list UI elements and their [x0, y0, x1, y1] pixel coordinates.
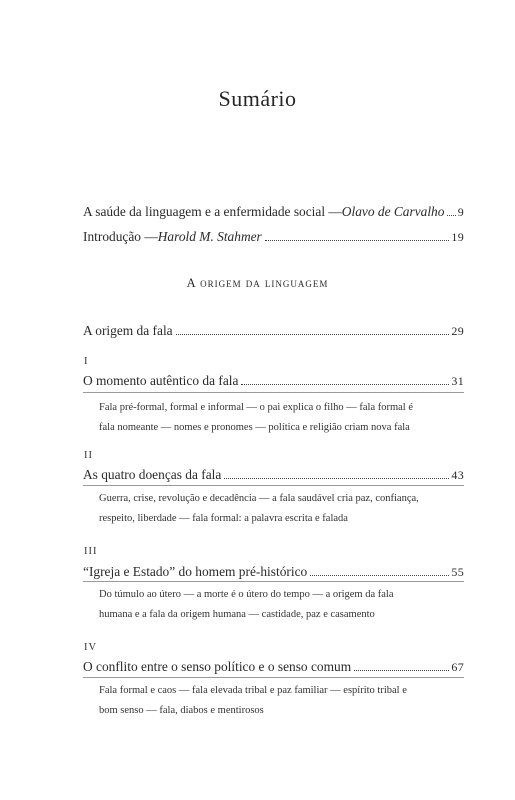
chapter-rule — [83, 392, 464, 393]
chapter-summary — [99, 398, 459, 438]
summary-line: fala nomeante — nomes e pronomes — política e religião criam nova fala — [99, 422, 410, 433]
entry-author: Olavo de Carvalho — [341, 204, 445, 219]
entry-author: Harold M. Stahmer — [157, 229, 262, 244]
page-number: 55 — [451, 565, 464, 579]
chapter-numeral: III — [84, 546, 98, 557]
page-number: 31 — [451, 374, 464, 388]
section-heading: A origem da linguagem — [186, 276, 329, 290]
entry-text: O momento autêntico da fala — [83, 373, 239, 388]
chapter-rule — [83, 485, 464, 486]
summary-line: Guerra, crise, revolução e decadência — a fala saudável cria paz, confiança, — [99, 493, 419, 504]
chapter-numeral: II — [84, 450, 93, 461]
chapter-numeral: IV — [84, 642, 98, 653]
toc-entry-chapter — [83, 563, 464, 581]
entry-text: “Igreja e Estado” do homem pré-histórico — [83, 564, 308, 579]
page-title: Sumário — [218, 86, 297, 111]
toc-entry-chapter — [83, 466, 464, 484]
summary-line: bom senso — fala, diabos e mentirosos — [99, 705, 264, 716]
toc-entry-chapter — [83, 658, 464, 676]
entry-text: A origem da fala — [83, 323, 173, 338]
page-number: 29 — [451, 324, 464, 338]
dot-leader — [265, 240, 450, 241]
dot-leader — [354, 670, 449, 671]
chapter-rule — [83, 581, 464, 582]
chapter-numeral: I — [84, 356, 89, 367]
dot-leader — [241, 384, 449, 385]
entry-text: A saúde da linguagem e a enfermidade social — — [83, 204, 342, 219]
chapter-summary — [99, 681, 459, 721]
summary-line: Do túmulo ao útero — a morte é o útero do tempo — a origem da fala — [99, 589, 394, 600]
page-number: 43 — [451, 468, 464, 482]
dot-leader — [176, 334, 450, 335]
chapter-summary — [99, 489, 459, 529]
toc-entry-introduction — [83, 228, 464, 246]
page-number: 9 — [457, 205, 464, 219]
summary-line: humana e a fala da origem humana — castidade, paz e casamento — [99, 609, 375, 620]
toc-entry-section-intro — [83, 322, 464, 340]
summary-line: Fala pré-formal, formal e informal — o pai explica o filho — fala formal é — [99, 402, 414, 413]
toc-entry-foreword — [83, 203, 464, 221]
dot-leader — [447, 215, 455, 216]
entry-text: As quatro doenças da fala — [83, 467, 222, 482]
entry-text: O conflito entre o senso político e o senso comum — [83, 659, 352, 674]
toc-entry-chapter — [83, 372, 464, 390]
dot-leader — [310, 575, 449, 576]
entry-text: Introdução — — [83, 229, 158, 244]
page-number: 67 — [451, 660, 464, 674]
chapter-summary — [99, 585, 459, 625]
page-number: 19 — [451, 230, 464, 244]
summary-line: Fala formal e caos — fala elevada tribal e paz familiar — espírito tribal e — [99, 685, 407, 696]
chapter-rule — [83, 677, 464, 678]
dot-leader — [224, 478, 449, 479]
summary-line: respeito, liberdade — fala formal: a palavra escrita e falada — [99, 513, 348, 524]
